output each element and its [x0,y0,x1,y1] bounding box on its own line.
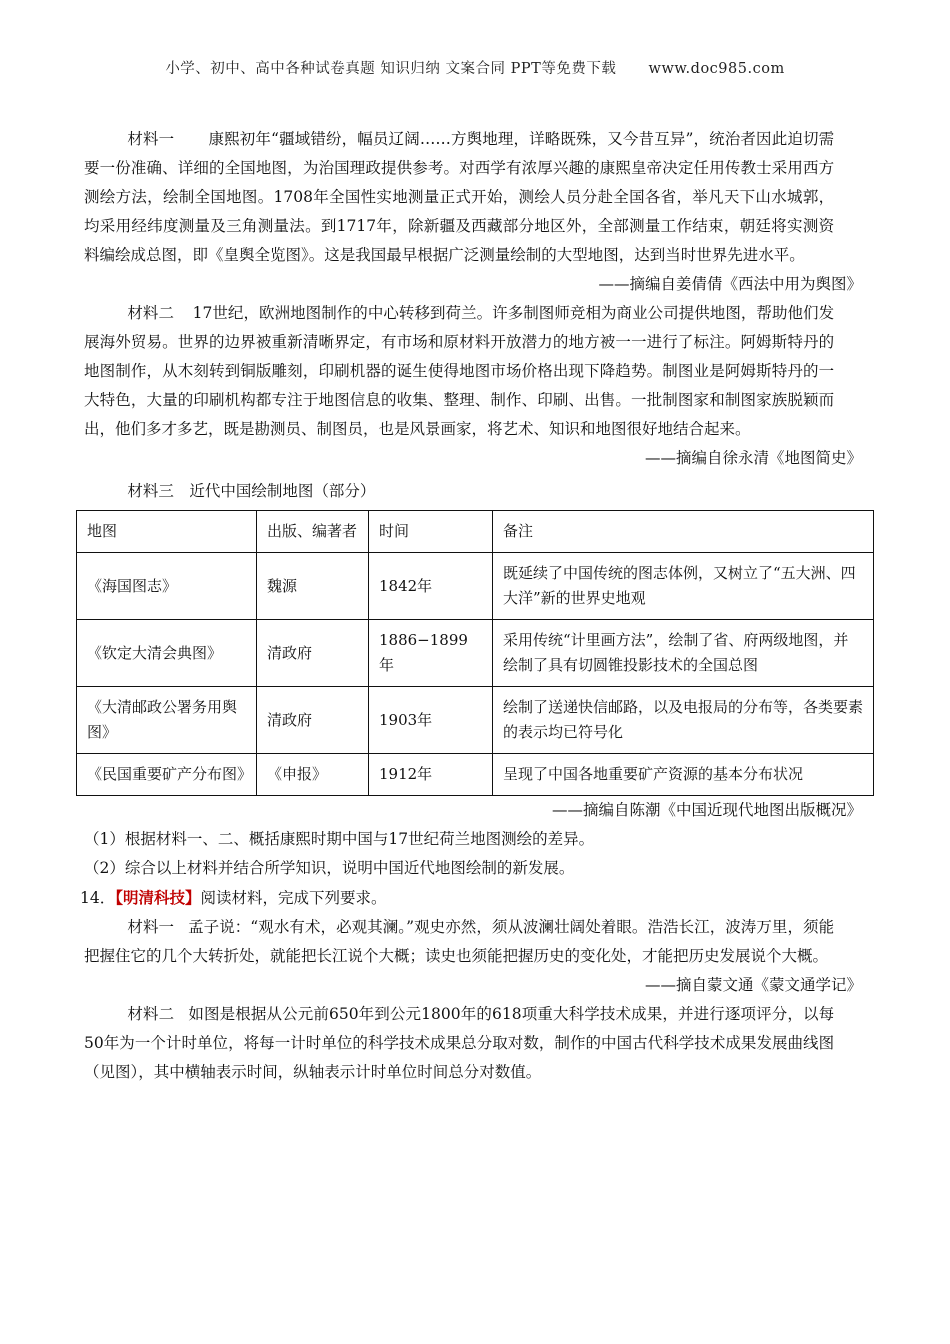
table-header-cell: 备注 [493,511,874,553]
material3-caption: 材料三 近代中国绘制地图（部分） [127,482,376,500]
table-header-cell: 地图 [77,511,257,553]
q14-material2-paragraph [84,1000,862,1087]
material2-label: 材料二 [127,304,175,322]
q14-material1-text: 孟子说：“观水有术，必观其澜。”观史亦然，须从波澜壮阔处着眼。浩浩长江，波涛万里，须能把握住它的几个大转折处，就能把长江说个大概；读史也须能把握历史的变化处，才能把历史发展说个大概。 [84,918,835,965]
table-cell: 采用传统“计里画方法”，绘制了省、府两级地图，并绘制了具有切圆锥投影技术的全国总图 [493,620,874,687]
material1-source: ——摘编自姜倩倩《西法中用为舆图》 [598,275,862,293]
table-cell: 绘制了送递快信邮路，以及电报局的分布等，各类要素的表示均已符号化 [493,687,874,754]
table-cell: 1842年 [369,553,493,620]
table-header-row [77,511,874,553]
table-cell: 1886−1899年 [369,620,493,687]
document-body [80,125,864,1087]
question-14-instruction: 阅读材料，完成下列要求。 [200,889,387,907]
q14-material2-text: 如图是根据从公元前650年到公元1800年的618项重大科学技术成果，并进行逐项评分，以每50年为一个计时单位，将每一计时单位的科学技术成果总分取对数，制作的中国古代科学技术成果发展曲线图（见图），其中横轴表示时间，纵轴表示计时单位时间总分对数值。 [84,1005,835,1081]
question-14-heading [80,883,862,913]
header-site: www.doc985.com [648,61,785,77]
material1-text: 康熙初年“疆域错纷，幅员辽阔……方舆地理，详略既殊，又今昔互异”，统治者因此迫切需要一份准确、详细的全国地图，为治国理政提供参考。对西学有浓厚兴趣的康熙皇帝决定任用传教士采用西方测绘方法，绘制全国地图。1708年全国性实地测量正式开始，测绘人员分赴全国各省，举凡天下山水城郭，均采用经纬度测量及三角测量法。到1717年，除新疆及西藏部分地区外，全部测量工作结束，朝廷将实测资料编绘成总图，即《皇舆全览图》。这是我国最早根据广泛测量绘制的大型地图，达到当时世界先进水平。 [84,130,835,264]
table-cell: 清政府 [257,687,369,754]
q14-material1-source: ——摘自蒙文通《蒙文通学记》 [644,976,862,994]
page-header [0,57,950,78]
table-cell: 《钦定大清会典图》 [77,620,257,687]
table-cell: 《申报》 [257,754,369,796]
header-text: 小学、初中、高中各种试卷真题 知识归纳 文案合同 PPT等免费下载 [165,61,617,77]
table-header-cell: 出版、编著者 [257,511,369,553]
material3-source: ——摘编自陈潮《中国近现代地图出版概况》 [551,801,862,819]
table-header-cell: 时间 [369,511,493,553]
question-2: （2）综合以上材料并结合所学知识，说明中国近代地图绘制的新发展。 [84,859,575,877]
material2-text: 17世纪，欧洲地图制作的中心转移到荷兰。许多制图师竞相为商业公司提供地图，帮助他们发展海外贸易。世界的边界被重新清晰界定，有市场和原材料开放潜力的地方被一一进行了标注。阿姆斯特丹的地图制作，从木刻转到铜版雕刻，印刷机器的诞生使得地图市场价格出现下降趋势。制图业是阿姆斯特丹的一大特色，大量的印刷机构都专注于地图信息的收集、整理、制作、印刷、出售。一批制图家和制图家族脱颖而出，他们多才多艺，既是勘测员、制图员，也是风景画家，将艺术、知识和地图很好地结合起来。 [84,304,835,438]
material2-paragraph [84,299,862,444]
question-1: （1）根据材料一、二、概括康熙时期中国与17世纪荷兰地图测绘的差异。 [84,830,595,848]
q14-material2-label: 材料二 [127,1005,175,1023]
table-cell: 清政府 [257,620,369,687]
table-cell: 魏源 [257,553,369,620]
table-cell: 既延续了中国传统的图志体例，又树立了“五大洲、四大洋”新的世界史地观 [493,553,874,620]
table-row [77,620,874,687]
question-14-number: 14． [80,889,116,907]
maps-table [76,510,874,796]
table-cell: 《民国重要矿产分布图》 [77,754,257,796]
q14-material1-paragraph [84,913,862,971]
material1-paragraph [84,125,862,270]
table-row [77,754,874,796]
table-cell: 1903年 [369,687,493,754]
q14-material1-label: 材料一 [127,918,175,936]
material1-label: 材料一 [127,130,175,148]
table-cell: 《海国图志》 [77,553,257,620]
table-cell: 1912年 [369,754,493,796]
material2-source: ——摘编自徐永清《地图简史》 [644,449,862,467]
table-cell: 《大清邮政公署务用舆图》 [77,687,257,754]
question-14-tag: 【明清科技】 [115,888,201,907]
table-row [77,553,874,620]
table-row [77,687,874,754]
table-cell: 呈现了中国各地重要矿产资源的基本分布状况 [493,754,874,796]
